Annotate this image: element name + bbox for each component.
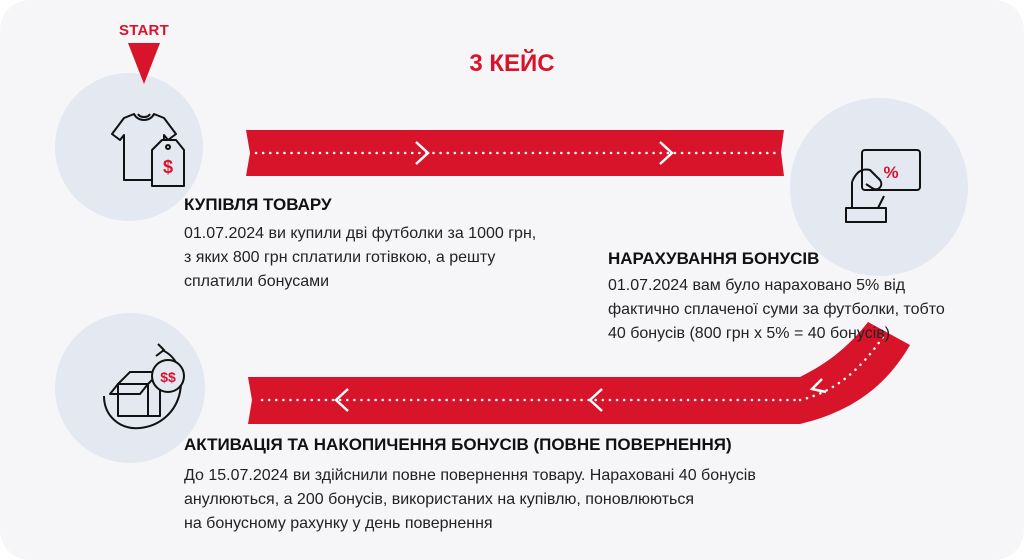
step3-line-3: на бонусному рахунку у день повернення — [184, 515, 493, 532]
step3-line-2: анулюються, а 200 бонусів, використаних на купівлю, поновлюються — [184, 491, 695, 508]
case-title: 3 КЕЙС — [469, 50, 555, 77]
step3-text — [184, 464, 756, 536]
step3-heading: АКТИВАЦІЯ ТА НАКОПИЧЕННЯ БОНУСІВ (ПОВНЕ ПОВЕРНЕННЯ) — [184, 435, 732, 454]
step1-line-3: сплатили бонусами — [184, 273, 330, 290]
start-marker — [128, 43, 160, 84]
step1-line-1: 01.07.2024 ви купили дві футболки за 1000 грн, — [184, 225, 537, 242]
svg-text:$$: $$ — [160, 369, 176, 385]
svg-text:%: % — [883, 163, 899, 182]
step2-line-2: фактично сплаченої суми за футболки, тобто — [608, 301, 945, 318]
step1-line-2: з яких 800 грн сплатили готівкою, а решту — [184, 249, 496, 266]
hand-card-percent-icon — [846, 150, 920, 222]
start-label: START — [119, 22, 169, 39]
tshirt-price-tag-icon — [112, 114, 184, 186]
svg-text:$: $ — [162, 157, 174, 177]
step3-line-1: До 15.07.2024 ви здійснили повне повернення товару. Нараховані 40 бонусів — [184, 467, 756, 484]
step2-heading: НАРАХУВАННЯ БОНУСІВ — [608, 249, 820, 268]
step2-line-3: 40 бонусів (800 грн х 5% = 40 бонусів) — [608, 325, 891, 342]
step1-heading: КУПІВЛЯ ТОВАРУ — [184, 195, 332, 214]
step1-text — [184, 222, 536, 294]
step2-line-1: 01.07.2024 вам було нараховано 5% від — [608, 277, 906, 294]
box-return-dollar-icon — [104, 344, 184, 428]
step2-text — [608, 274, 945, 346]
